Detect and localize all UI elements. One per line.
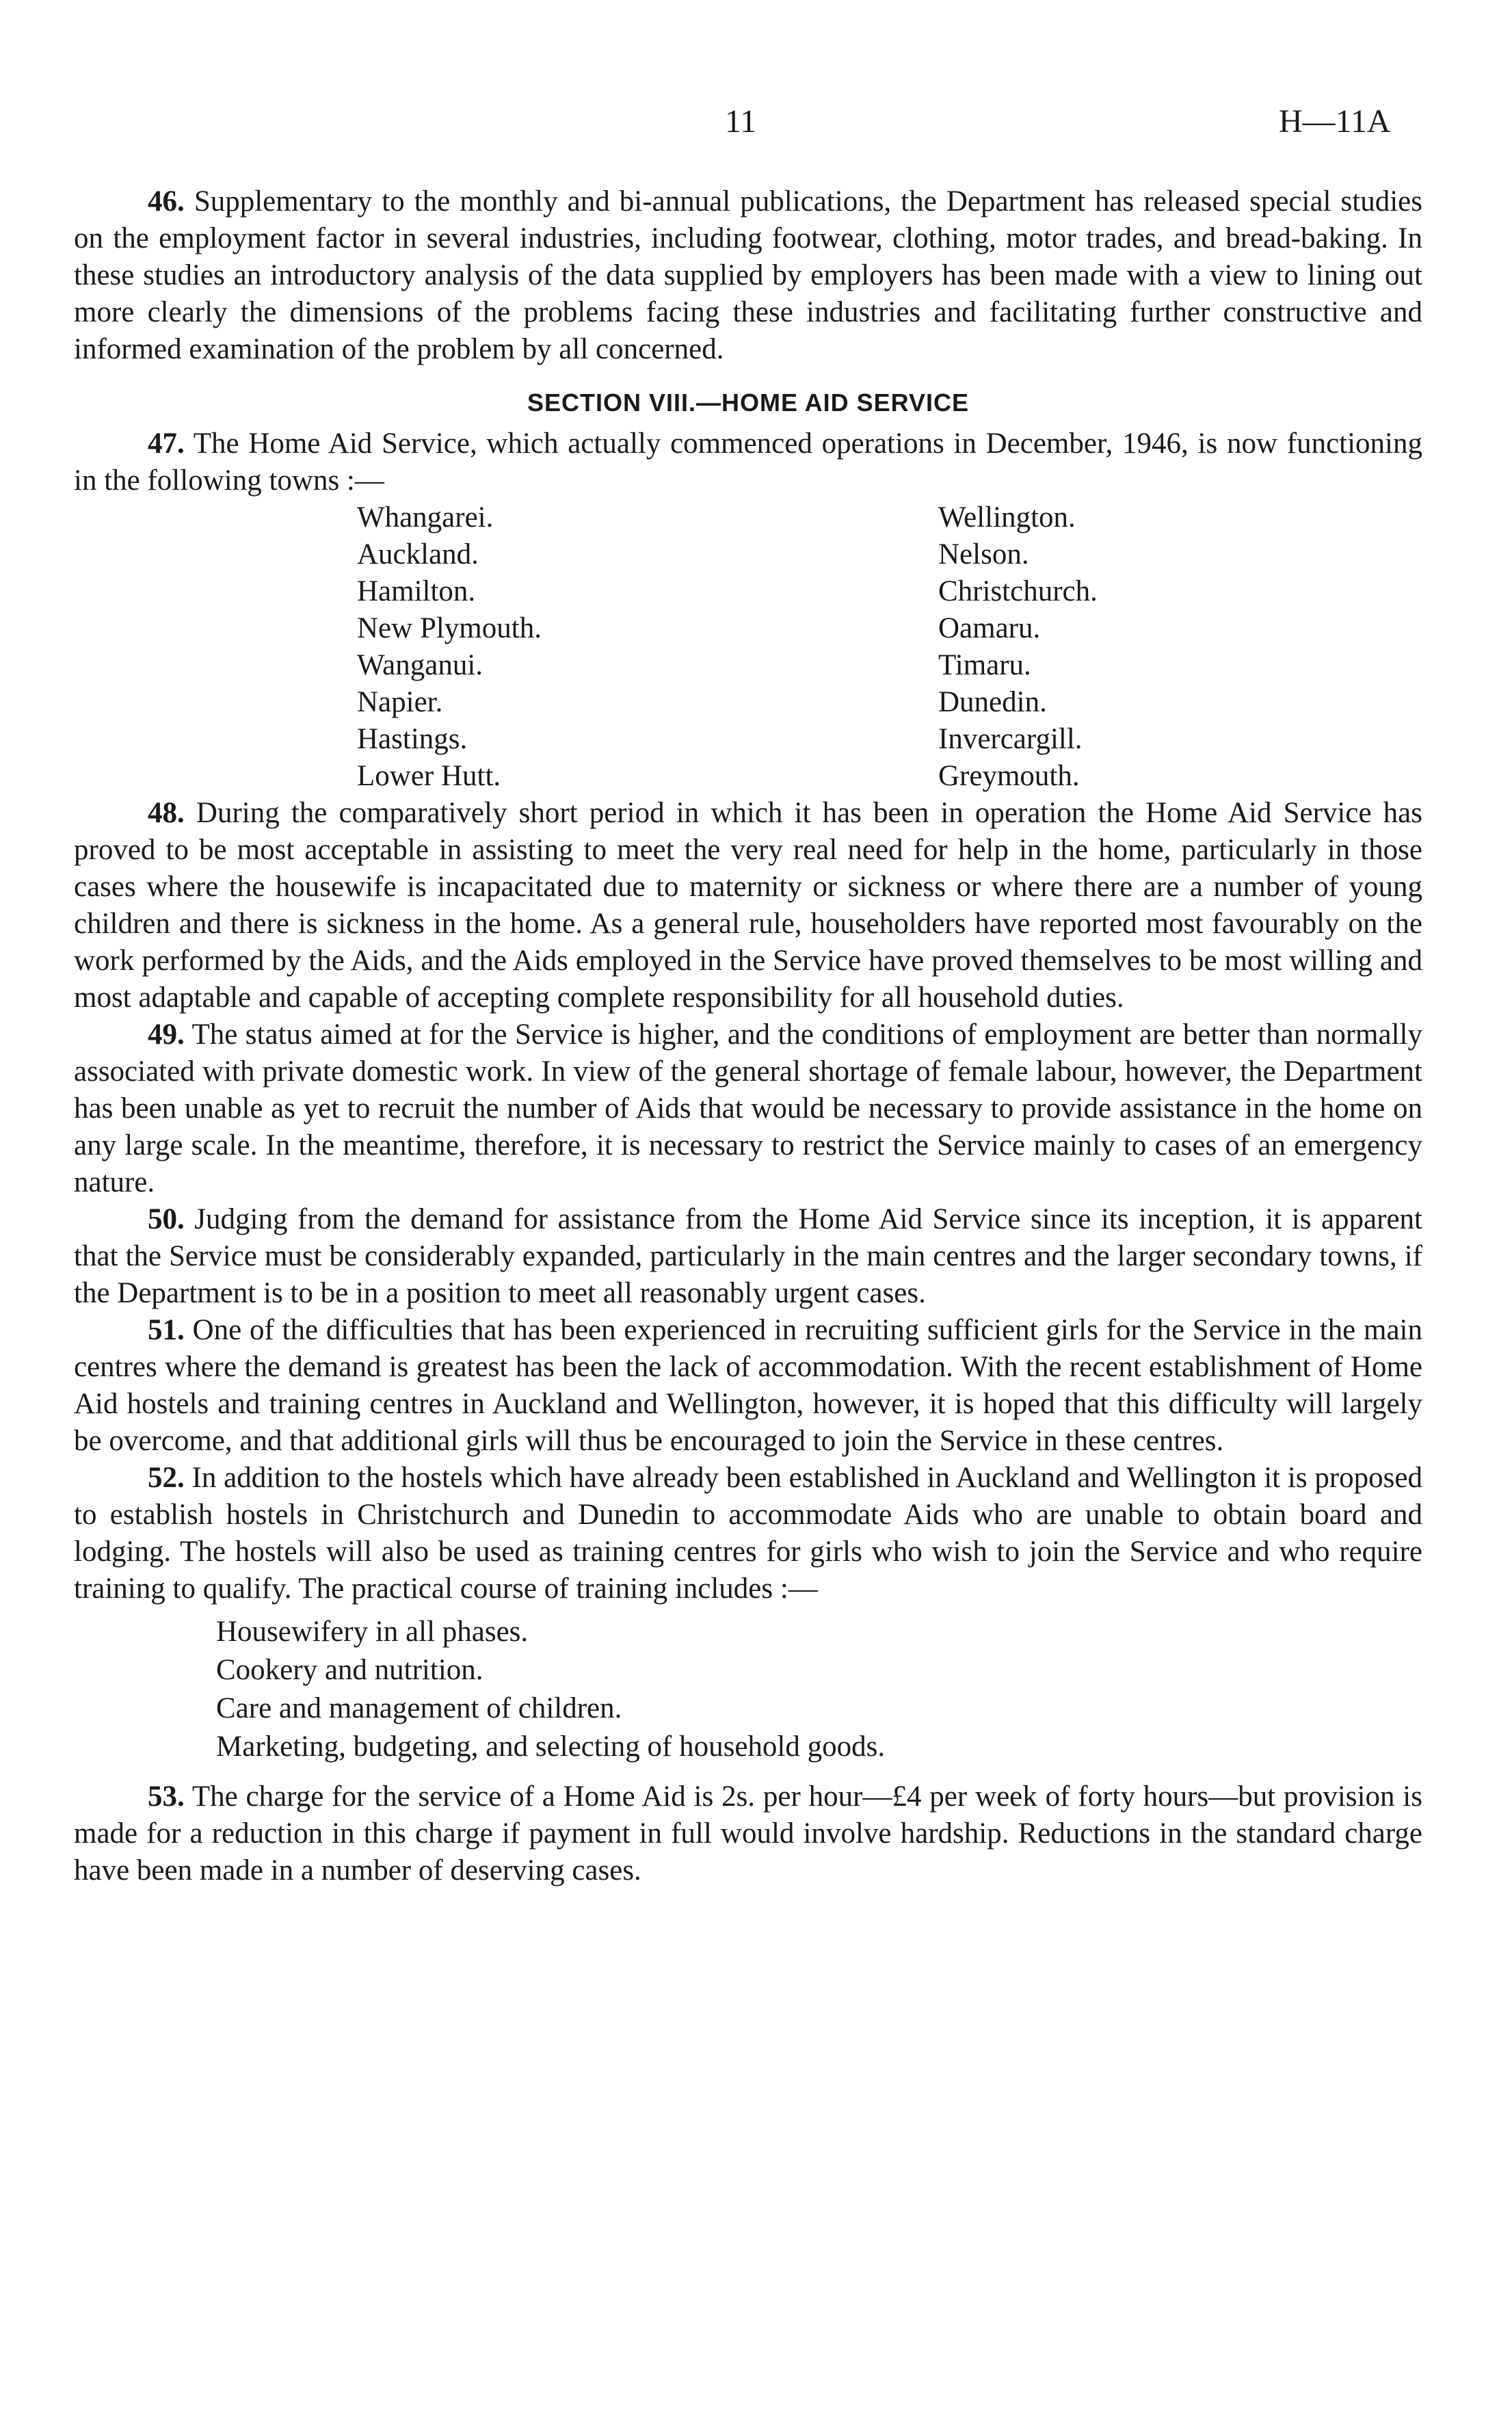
paragraph-text: During the comparatively short period in which it has been in operation the Home Aid Service has proved to be most acceptable in assisting to meet the very real need for help in the home, particularly in those cases where the housewife is incapacitated due to maternity or sickness or where there are a number of young children and there is sickness in the home. As a general rule, householders have reported most favourably on the work performed by the Aids, and the Aids employed in the Service have proved themselves to be most willing and most adaptable and capable of accepting complete responsibility for all household duties.: [74, 797, 1422, 1014]
paragraph-49: [74, 1016, 1422, 1201]
paragraph-51: [74, 1312, 1422, 1460]
town: New Plymouth.: [357, 612, 542, 644]
town: Invercargill.: [938, 723, 1083, 755]
town: Hamilton.: [357, 575, 476, 607]
town: Lower Hutt.: [357, 760, 501, 792]
town: Christchurch.: [938, 575, 1098, 607]
course-item: Housewifery in all phases.: [216, 1616, 529, 1648]
paragraph-48: [74, 795, 1422, 1016]
paragraph-46: [74, 183, 1422, 368]
town: Wanganui.: [357, 649, 483, 681]
paragraph-text: One of the difficulties that has been experienced in recruiting sufficient girls for the Service in the main centres where the demand is greatest has been the lack of accommodation. With the recent establishment of Home Aid hostels and training centres in Auckland and Wellington, however, it is hoped that this difficulty will largely be overcome, and that additional girls will thus be encouraged to join the Service in these centres.: [74, 1314, 1423, 1457]
town: Nelson.: [938, 538, 1029, 570]
town: Whangarei.: [357, 501, 494, 534]
paragraph-text: In addition to the hostels which have already been established in Auckland and Wellington it is proposed to establish hostels in Christchurch and Dunedin to accommodate Aids who are unable to obtain board and lodging. The hostels will also be used as training centres for girls who wish to join the Service and who require training to qualify. The practical course of training includes :—: [74, 1462, 1422, 1605]
paragraph-text: Judging from the demand for assistance from the Home Aid Service since its inception, it is apparent that the Service must be considerably expanded, particularly in the main centres and the larger secondary towns, if the Department is to be in a position to meet all reasonably urgent cases.: [74, 1203, 1422, 1309]
course-item: Marketing, budgeting, and selecting of household goods.: [216, 1731, 886, 1763]
town: Napier.: [357, 686, 443, 718]
paragraph-47: [74, 425, 1422, 499]
town: Greymouth.: [938, 760, 1080, 792]
paragraph-50: [74, 1201, 1422, 1312]
paragraph-number: 50.: [148, 1203, 185, 1235]
course-item: Care and management of children.: [216, 1692, 622, 1724]
running-head: [0, 103, 1512, 150]
paragraph-text: The status aimed at for the Service is higher, and the conditions of employment are better than normally associated with private domestic work. In view of the general shortage of female labour, however, the Department has been unable as yet to recruit the number of Aids that would be necessary to provide assistance in the home on any large scale. In the meantime, therefore, it is necessary to restrict the Service mainly to cases of an emergency nature.: [74, 1019, 1422, 1198]
paragraph-number: 46.: [148, 185, 185, 218]
training-course-list: [216, 1613, 1422, 1766]
paragraph-number: 53.: [148, 1780, 185, 1813]
paragraph-number: 51.: [148, 1314, 185, 1346]
towns-column-left: [357, 499, 938, 795]
paragraph-text: Supplementary to the monthly and bi-annual publications, the Department has released special studies on the employment factor in several industries, including footwear, clothing, motor trades, and bread-baking. In these studies an introductory analysis of the data supplied by employers has been made with a view to lining out more clearly the dimensions of the problems facing these industries and facilitating further constructive and informed examination of the problem by all concerned.: [74, 185, 1423, 365]
page-number: 11: [725, 103, 757, 140]
paragraph-text: The charge for the service of a Home Aid is 2s. per hour—£4 per week of forty hours—but provision is made for a reduction in this charge if payment in full would involve hardship. Reductions in the standard charge have been made in a number of deserving cases.: [74, 1780, 1422, 1887]
paragraph-text: The Home Aid Service, which actually commenced operations in December, 1946, is now functioning in the following towns :—: [74, 428, 1422, 497]
paragraph-number: 49.: [148, 1019, 185, 1051]
paragraph-52: [74, 1460, 1422, 1607]
body-text: [74, 183, 1422, 1889]
paragraph-number: 48.: [148, 797, 185, 829]
town: Dunedin.: [938, 686, 1047, 718]
town: Auckland.: [357, 538, 479, 570]
town: Oamaru.: [938, 612, 1041, 644]
document-reference: H—11A: [1279, 103, 1391, 140]
towns-column-right: [938, 499, 1417, 795]
paragraph-number: 52.: [148, 1462, 185, 1494]
town: Hastings.: [357, 723, 468, 755]
towns-list: [357, 499, 1422, 795]
section-heading: SECTION VIII.—HOME AID SERVICE: [527, 389, 970, 417]
town: Wellington.: [938, 501, 1076, 534]
paragraph-53: [74, 1778, 1422, 1889]
paragraph-number: 47.: [148, 428, 185, 460]
town: Timaru.: [938, 649, 1031, 681]
course-item: Cookery and nutrition.: [216, 1654, 483, 1686]
